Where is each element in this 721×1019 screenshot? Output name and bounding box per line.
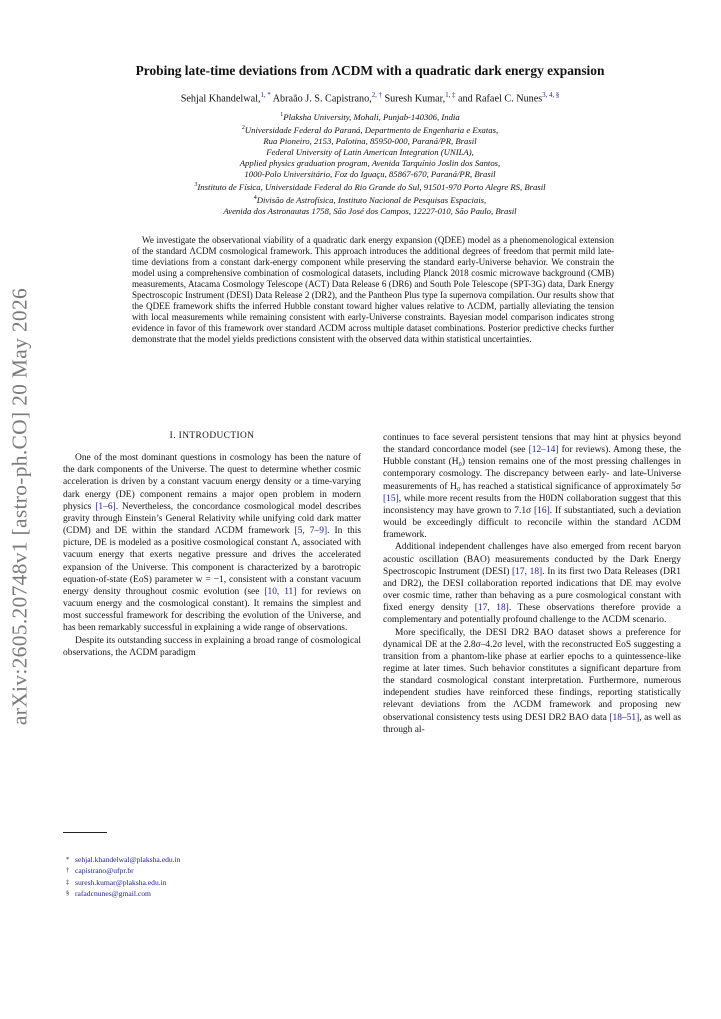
footnote-email[interactable] xyxy=(66,877,346,888)
footnote-email[interactable] xyxy=(66,854,346,865)
footnote-divider xyxy=(63,832,107,833)
affiliation-number: 4 xyxy=(253,194,257,201)
footnote-mark: * xyxy=(66,856,70,863)
author-name: and Rafael C. Nunes xyxy=(455,93,543,105)
affiliation-text: Federal University of Latin American Integration (UNILA), xyxy=(266,146,474,157)
affiliation-text: Avenida dos Astronautas 1758, São José dos Campos, 12227-010, São Paulo, Brasil xyxy=(223,205,517,216)
citation-link[interactable]: [10, 11] xyxy=(264,586,297,597)
citation-link[interactable]: [16] xyxy=(534,505,550,516)
affiliation-number: 2 xyxy=(241,124,245,131)
footnote-mark: † xyxy=(66,867,70,875)
affiliation-text: Rua Pioneiro, 2153, Palotina, 85950-000, Paraná/PR, Brasil xyxy=(263,135,477,146)
citation-link[interactable]: [12–14] xyxy=(528,445,559,456)
citation-link[interactable]: [15] xyxy=(383,493,399,504)
footnote-text: sehjal.khandelwal@plaksha.edu.in xyxy=(75,855,181,864)
abstract: We investigate the observational viability of a quadratic dark energy expansion (QDEE) model as a phenomenological extension of the standard ΛCDM cosmological framework. This approach introduces the additional degrees of freedom that permit mild late-time deviations from a constant dark-energy component while preserving the standard early-Universe behavior. We constrain the model using a comprehensive combination of cosmological datasets, including Planck 2018 cosmic microwave background (CMB) measurements, Atacama Cosmology Telescope (ACT) Data Release 6 (DR6) and South Pole Telescope (SPT-3G) data, Dark Energy Spectroscopic Instrument (DESI) Data Release 2 (DR2), and the Pantheon Plus type Ia supernova compilation. Our results show that the QDEE framework shifts the inferred Hubble constant toward higher values relative to ΛCDM, partially alleviating the tension with local measurements while remaining consistent with early-Universe constraints. Bayesian model comparison indicates strong evidence in favor of this framework over standard ΛCDM across multiple dataset combinations. Posterior predictive checks further demonstrate that the model yields predictions consistent with the observed data within statistical uncertainties. xyxy=(132,235,614,344)
paragraph: Additional independent challenges have also emerged from recent baryon acoustic oscillation (BAO) measurements conducted by the Dark Energy Spectroscopic Instrument (DESI) [17, 18]. In its first two Data Releases (DR1 and DR2), the DESI collaboration reported indications that DE may evolve over cosmic time, rather than behaving as a pure cosmological constant with fixed energy density [17, 18]. These observations therefore provide a complementary and potentially profound challenge to the ΛCDM scenario. xyxy=(383,542,681,626)
author-list xyxy=(60,92,680,104)
affiliation-line xyxy=(60,147,680,158)
citation-link[interactable]: [5, 7–9] xyxy=(294,526,328,537)
affiliation-line xyxy=(60,193,680,206)
affiliation-text: Applied physics graduation program, Avenida Tarquínio Joslin dos Santos, xyxy=(239,157,501,168)
footnote-text: suresh.kumar@plaksha.edu.in xyxy=(75,877,167,887)
footnote-email[interactable] xyxy=(66,888,346,899)
footnote-list xyxy=(66,854,346,900)
citation-link[interactable]: [18–51] xyxy=(609,712,640,723)
paragraph: continues to face several persistent tensions that may hint at physics beyond the standard concordance model (see [12–14] for reviews). Among these, the Hubble constant (H₀) tension remains one of the most pressing challenges in contemporary cosmology. The discrepancy between early- and late-Universe measurements of H₀ has reached a statistical significance of approximately 5σ [15], while more recent results from the H0DN collaboration suggest that this inconsistency may have grown to 7.1σ [16]. If substantiated, such a deviation would be exceedingly difficult to reconcile within the standard ΛCDM framework. xyxy=(383,433,681,541)
author-mark: 1, * xyxy=(260,92,271,99)
affiliation-number: 3 xyxy=(194,181,198,188)
affiliation-line xyxy=(60,123,680,136)
author-name: Abraão J. S. Capistrano, xyxy=(270,93,372,105)
affiliation-line xyxy=(60,158,680,169)
right-column xyxy=(383,432,681,736)
left-column xyxy=(63,430,361,659)
affiliation-list xyxy=(60,110,680,217)
paragraph: One of the most dominant questions in cosmology has been the nature of the dark components of the Universe. The quest to determine whether cosmic acceleration is driven by a constant vacuum energy density or a time-varying dark energy (DE) component remains a major open problem in modern physics [1–6]. Nevertheless, the concordance cosmological model describes gravity through Einstein’s General Relativity while unifying cold dark matter (CDM) and DE within the standard ΛCDM framework [5, 7–9]. In this picture, DE is modeled as a positive cosmological constant Λ, associated with vacuum energy that exerts negative pressure and drives the accelerated expansion of the Universe. This component is characterized by a barotropic equation-of-state (EoS) parameter w = −1, consistent with a constant vacuum energy density throughout cosmic evolution (see [10, 11] for reviews on vacuum energy and the cosmological constant). It remains the simplest and most successful framework for describing the evolution of the Universe, and has been remarkably successful in explaining a wide range of observations. xyxy=(63,453,362,634)
author-mark: 2, † xyxy=(371,92,382,99)
affiliation-line xyxy=(60,169,680,180)
author-mark: 3, 4, § xyxy=(542,92,560,99)
section-heading: I. INTRODUCTION xyxy=(169,431,255,441)
paper-title: Probing late-time deviations from ΛCDM with a quadratic dark energy expansion xyxy=(135,63,605,78)
affiliation-line xyxy=(60,136,680,147)
affiliation-text: Universidade Federal do Paraná, Departmento de Engenharia e Exatas, xyxy=(244,124,499,135)
footnote-mark: § xyxy=(66,890,70,898)
citation-link[interactable]: [1–6] xyxy=(95,501,116,512)
author-mark: 1, ‡ xyxy=(445,92,456,99)
arxiv-identifier: arXiv:2605.20748v1 [astro-ph.CO] 20 May 2026 xyxy=(7,287,32,726)
footnote-text: rafadcnunes@gmail.com xyxy=(75,889,151,899)
citation-link[interactable]: [17, 18] xyxy=(512,566,543,577)
author-name: Suresh Kumar, xyxy=(381,93,446,105)
right-column-body xyxy=(383,432,681,736)
affiliation-text: 1000-Polo Universitário, Foz do Iguaçu, 85867-670, Paraná/PR, Brasil xyxy=(244,168,496,179)
affiliation-text: Plaksha University, Mohali, Punjab-140306, India xyxy=(283,111,460,122)
left-column-body xyxy=(63,452,361,659)
citation-link[interactable]: [17, 18] xyxy=(474,603,509,614)
affiliation-line xyxy=(60,206,680,217)
paragraph: More specifically, the DESI DR2 BAO dataset shows a preference for dynamical DE at the 2.8σ–4.2σ level, with the reconstructed EoS suggesting a transition from a phantom-like phase at earlier epochs to a quintessence-like regime at later times. Such behavior constitutes a significant departure from the standard cosmological constant interpretation. Furthermore, numerous independent studies have reinforced these findings, reporting statistically relevant deviations from the ΛCDM framework and proposing new observational consistency tests using DESI DR2 BAO data [18–51], as well as through al- xyxy=(383,627,681,735)
footnote-text: capistrano@ufpr.br xyxy=(75,866,134,876)
affiliation-text: Divisão de Astrofísica, Instituto Nacional de Pesquisas Espaciais, xyxy=(256,194,487,205)
footnote-email[interactable] xyxy=(66,865,346,876)
affiliation-number: 1 xyxy=(280,112,284,118)
affiliation-text: Instituto de Física, Universidade Federal do Rio Grande do Sul, 91501-970 Porto Alegre RS, Brasil xyxy=(197,181,546,192)
paragraph: Despite its outstanding success in explaining a broad range of cosmological observations, the ΛCDM paradigm xyxy=(63,635,361,658)
footnote-mark: ‡ xyxy=(66,878,70,886)
affiliation-line xyxy=(60,110,680,123)
author-name: Sehjal Khandelwal, xyxy=(180,93,261,105)
affiliation-line xyxy=(60,180,680,193)
